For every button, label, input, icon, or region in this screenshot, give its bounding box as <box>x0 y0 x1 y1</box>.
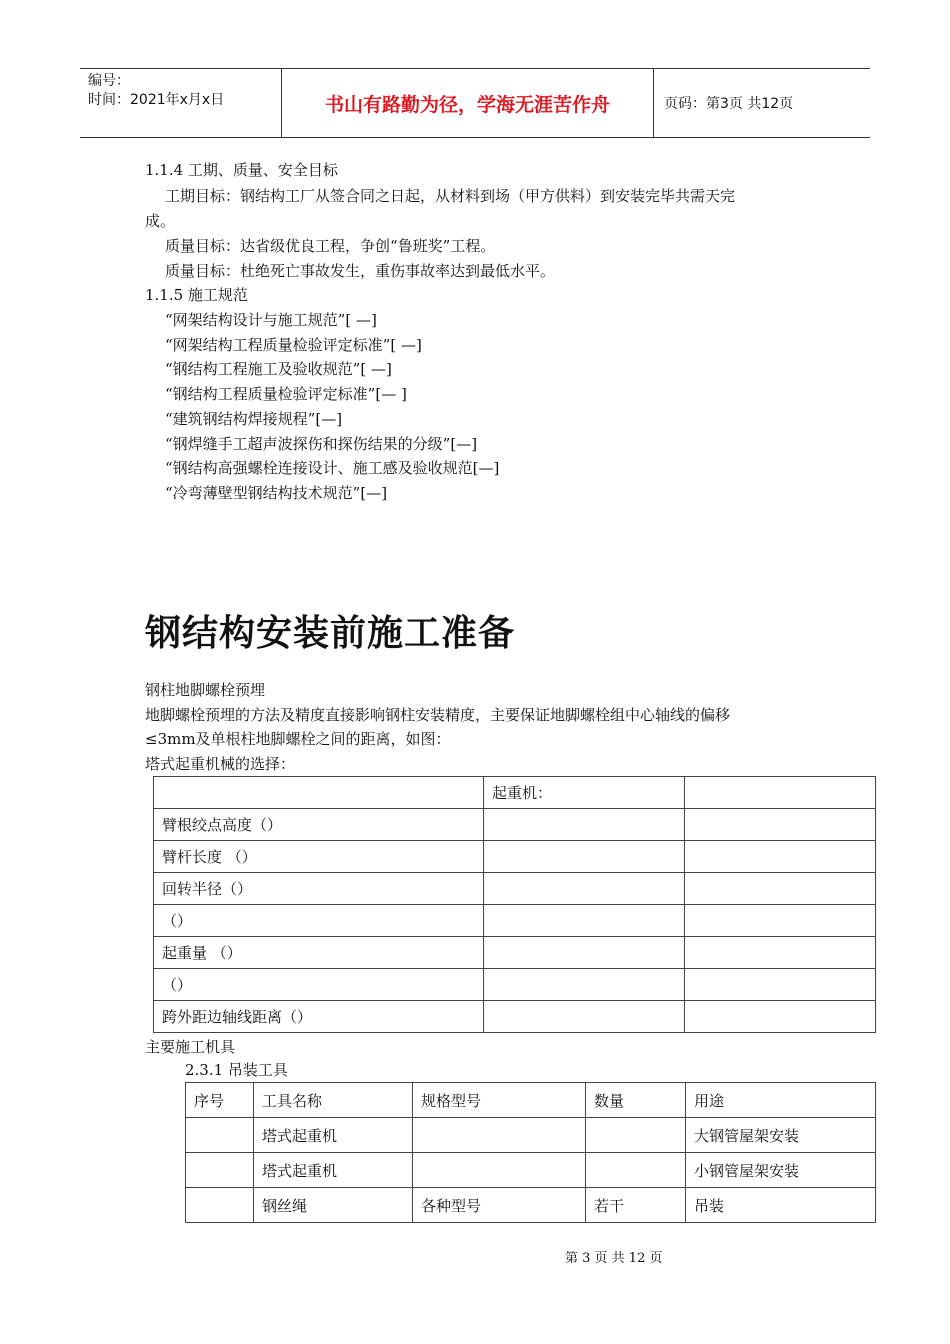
table-row <box>154 809 876 841</box>
section-115-heading: 1.1.5 施工规范 <box>145 286 248 304</box>
crane-selection-table <box>153 776 876 1033</box>
table-cell: （） <box>154 969 484 1001</box>
table-cell <box>685 873 876 905</box>
tools-subtitle: 2.3.1 吊装工具 <box>185 1061 288 1079</box>
spec-item: “钢结构工程质量检验评定标准”[— ] <box>165 385 407 403</box>
table-cell <box>186 1188 254 1223</box>
header-page-label: 页码：第3页 共12页 <box>664 96 794 112</box>
spec-item: “建筑钢结构焊接规程”[—] <box>165 410 343 428</box>
table-cell: 若干 <box>586 1188 686 1223</box>
table-cell <box>484 809 685 841</box>
spec-item: “钢焊缝手工超声波探伤和探伤结果的分级”[—] <box>165 435 478 453</box>
table-cell <box>685 937 876 969</box>
lifting-tools-table <box>185 1082 876 1223</box>
table-cell <box>484 873 685 905</box>
main-heading: 钢结构安装前施工准备 <box>145 613 516 654</box>
table-row <box>186 1118 876 1153</box>
header-motto: 书山有路勤为径，学海无涯苦作舟 <box>282 69 654 137</box>
table-cell <box>685 1001 876 1033</box>
table-header-cell: 序号 <box>186 1083 254 1118</box>
table-header-cell: 工具名称 <box>254 1083 413 1118</box>
prep-line3: ≤3mm及单根柱地脚螺栓之间的距离，如图： <box>145 730 451 748</box>
table-cell <box>186 1153 254 1188</box>
table-cell: 起重机： <box>484 777 685 809</box>
spec-item: “网架结构工程质量检验评定标准”[ —] <box>165 336 422 354</box>
table-cell <box>154 777 484 809</box>
section-114-heading: 1.1.4 工期、质量、安全目标 <box>145 161 338 179</box>
table-cell <box>484 905 685 937</box>
table-cell: 塔式起重机 <box>254 1118 413 1153</box>
table-row <box>154 777 876 809</box>
table-cell <box>484 969 685 1001</box>
header-meta <box>80 69 282 137</box>
table-cell <box>685 777 876 809</box>
table-cell <box>685 809 876 841</box>
spec-item: “网架结构设计与施工规范”[ —] <box>165 311 377 329</box>
table-row <box>154 969 876 1001</box>
table-cell: 跨外距边轴线距离（） <box>154 1001 484 1033</box>
table-header-row <box>186 1083 876 1118</box>
table-cell: （） <box>154 905 484 937</box>
table-cell <box>484 937 685 969</box>
prep-line2: 地脚螺栓预埋的方法及精度直接影响钢柱安装精度，主要保证地脚螺栓组中心轴线的偏移 <box>145 706 731 724</box>
table-cell: 各种型号 <box>413 1188 586 1223</box>
table-row <box>186 1153 876 1188</box>
spec-item: “冷弯薄壁型钢结构技术规范”[—] <box>165 484 388 502</box>
table-cell: 回转半径（） <box>154 873 484 905</box>
table-cell <box>484 1001 685 1033</box>
table-cell: 吊装 <box>686 1188 876 1223</box>
spec-item: “钢结构工程施工及验收规范”[ —] <box>165 360 392 378</box>
schedule-goal-line2: 成。 <box>145 212 176 230</box>
table-cell <box>685 841 876 873</box>
table-cell: 臂根绞点高度（） <box>154 809 484 841</box>
spec-item: “钢结构高强螺栓连接设计、施工感及验收规范[—] <box>165 459 500 477</box>
table-row <box>154 937 876 969</box>
table-cell: 大钢管屋架安装 <box>686 1118 876 1153</box>
safety-goal: 质量目标：杜绝死亡事故发生，重伤事故率达到最低水平。 <box>165 262 556 280</box>
table-cell <box>413 1118 586 1153</box>
serial-label: 编号： <box>88 73 130 89</box>
table-row <box>186 1188 876 1223</box>
table-header-cell: 用途 <box>686 1083 876 1118</box>
table-cell <box>685 905 876 937</box>
table-row <box>154 1001 876 1033</box>
table-cell <box>484 841 685 873</box>
time-label: 时间：2021年x月x日 <box>88 92 225 108</box>
table-row <box>154 905 876 937</box>
prep-line1: 钢柱地脚螺栓预埋 <box>145 681 266 699</box>
table-row <box>154 873 876 905</box>
table-cell <box>413 1153 586 1188</box>
table-header-cell: 数量 <box>586 1083 686 1118</box>
tools-title: 主要施工机具 <box>145 1038 236 1056</box>
table-cell: 小钢管屋架安装 <box>686 1153 876 1188</box>
prep-line4: 塔式起重机械的选择： <box>145 755 296 773</box>
table-cell: 钢丝绳 <box>254 1188 413 1223</box>
page-header <box>80 68 870 138</box>
table-cell <box>586 1118 686 1153</box>
quality-goal: 质量目标：达省级优良工程，争创“鲁班奖”工程。 <box>165 237 496 255</box>
table-cell <box>186 1118 254 1153</box>
table-cell <box>586 1153 686 1188</box>
schedule-goal-line1: 工期目标：钢结构工厂从签合同之日起，从材料到场（甲方供料）到安装完毕共需天完 <box>165 187 736 205</box>
table-cell <box>685 969 876 1001</box>
table-cell: 塔式起重机 <box>254 1153 413 1188</box>
table-cell: 起重量 （） <box>154 937 484 969</box>
footer-page-number: 第 3 页 共 12 页 <box>565 1251 663 1266</box>
table-header-cell: 规格型号 <box>413 1083 586 1118</box>
table-row <box>154 841 876 873</box>
table-cell: 臂杆长度 （） <box>154 841 484 873</box>
